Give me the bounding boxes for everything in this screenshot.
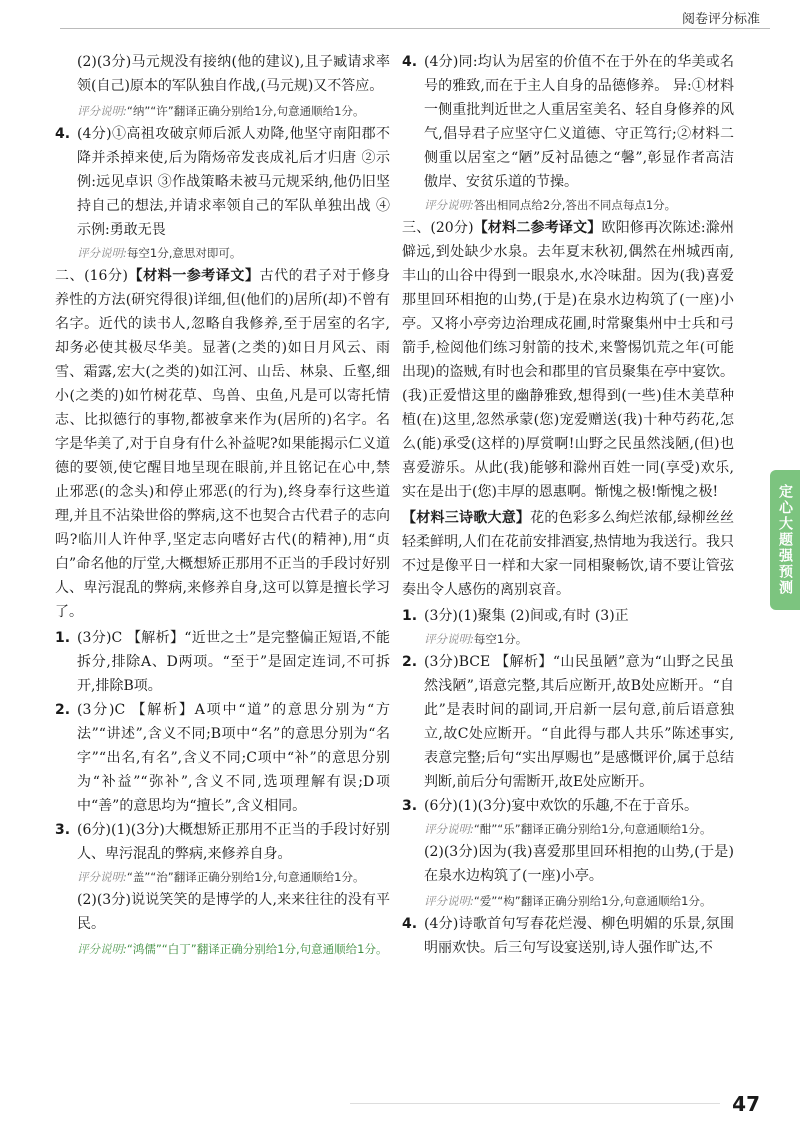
scoring-note — [55, 100, 390, 122]
poem-text: 花的色彩多么绚烂浓郁,绿柳丝丝轻柔鲜明,人们在花前安排酒宴,热情地为我送行。我只不过是像平日一样和大家一同相聚畅饮,请不要让管弦奏出令人感伤的离别哀音。 — [402, 510, 734, 598]
question-number: 2. — [402, 654, 418, 670]
question-number: 1. — [55, 630, 71, 646]
scoring-note — [402, 194, 734, 216]
left-column — [55, 50, 390, 960]
section-heading: 二、(16分) — [55, 268, 128, 284]
note-text: “酣”“乐”翻译正确分别给1分,句意通顺给1分。 — [473, 822, 712, 836]
question-number: 2. — [55, 702, 71, 718]
note-label: 评分说明: — [77, 104, 127, 118]
section-2-translation — [55, 264, 390, 624]
question-number: 4. — [55, 126, 71, 142]
note-text: 每空1分。 — [473, 632, 528, 646]
answer-4 — [55, 122, 390, 242]
section-tag: 【材料一参考译文】 — [127, 268, 260, 284]
note-text: “纳”“许”翻译正确分别给1分,句意通顺给1分。 — [126, 104, 365, 118]
answer-b1 — [402, 604, 734, 628]
answer-b4 — [402, 912, 734, 960]
answer-3 — [55, 818, 390, 866]
note-label: 评分说明: — [424, 198, 474, 212]
section-3-translation — [402, 216, 734, 504]
answer-text: (4分)①高祖攻破京师后派人劝降,他坚守南阳郡不降并杀掉来使,后为隋炀帝发丧成礼后才归唐 ②示例:远见卓识 ③作战策略未被马元规采纳,他仍旧坚持自己的想法,并请求率领自己的军队单独出战 ④示例:勇敢无畏 — [77, 126, 390, 238]
scoring-note — [402, 890, 734, 912]
note-text: “鸿儒”“白丁”翻译正确分别给1分,句意通顺给1分。 — [126, 942, 388, 956]
header-title: 阅卷评分标准 — [681, 12, 760, 27]
section-side-tab: 定心大题强预测 — [770, 470, 800, 610]
note-text: 答出相同点给2分,答出不同点每点1分。 — [473, 198, 677, 212]
answer-b2 — [402, 650, 734, 794]
note-text: “爱”“构”翻译正确分别给1分,句意通顺给1分。 — [473, 894, 712, 908]
answer-text: (3分)C 【解析】“近世之士”是完整偏正短语,不能拆分,排除A、D两项。“至于”是固定连词,不可拆开,排除B项。 — [77, 630, 390, 694]
translation-text: 欧阳修再次陈述:滁州僻远,到处缺少水泉。去年夏末秋初,偶然在州城西南,丰山的山谷中得到一眼泉水,水冷味甜。因为(我)喜爱那里回环相抱的山势,(于是)在泉水边构筑了(一座)小亭。又将小亭旁边治理成花圃,时常聚集州中士兵和弓箭手,检阅他们练习射箭的技术,来警惕饥荒之年(可能出现)的盗贼,有时也会和郡里的官员聚集在亭中宴饮。(我)正爱惜这里的幽静雅致,想得到(一些)佳木美草种植(在)这里,忽然承蒙(您)宠爱赠送(我)十种芍药花,怎么(能)承受(这样的)厚赏啊!山野之民虽然浅陋,(但)也喜爱游乐。从此(我)能够和滁州百姓一同(享受)欢乐,实在是出于(您)丰厚的恩惠啊。惭愧之极!惭愧之极! — [402, 220, 735, 500]
answer-3-2: (2)(3分)说说笑笑的是博学的人,来来往往的没有平民。 — [77, 892, 390, 932]
answer-b3-2: (2)(3分)因为(我)喜爱那里回环相抱的山势,(于是)在泉水边构筑了(一座)小亭。 — [424, 844, 734, 884]
note-text: “盖”“治”翻译正确分别给1分,句意通顺给1分。 — [126, 870, 365, 884]
answer-text: (6分)(1)(3分)大概想矫正那用不正当的手段讨好别人、卑污混乱的弊病,来修养自身。 — [77, 822, 390, 862]
question-number: 4. — [402, 54, 418, 70]
note-label: 评分说明: — [424, 822, 474, 836]
scoring-note — [402, 628, 734, 650]
answer-text: (4分)同:均认为居室的价值不在于外在的华美或名号的雅致,而在于主人自身的品德修养。 异:①材料一侧重批判近世之人重居室美名、轻自身修养的风气,倡导君子应坚守仁义道德、守正笃行;②材料二侧重以居室之“陋”反衬品德之“馨”,彰显作者高洁傲岸、安贫乐道的节操。 — [424, 54, 734, 190]
question-number: 4. — [402, 916, 418, 932]
answer-text: (3分)C 【解析】A项中“道”的意思分别为“方法”“讲述”,含义不同;B项中“名”的意思分别为“名字”“出名,有名”,含义不同;C项中“补”的意思分别为“补益”“弥补”,含义不同,选项理解有误;D项中“善”的意思均为“擅长”,含义相同。 — [77, 702, 390, 814]
section-heading: 三、(20分) — [402, 220, 474, 236]
note-label: 评分说明: — [424, 632, 474, 646]
question-number: 1. — [402, 608, 418, 624]
note-label: 评分说明: — [77, 870, 127, 884]
header-divider — [60, 28, 770, 29]
answer-2 — [55, 698, 390, 818]
answer-text: (6分)(1)(3分)宴中欢饮的乐趣,不在于音乐。 — [424, 798, 698, 814]
note-label: 评分说明: — [424, 894, 474, 908]
note-label: 评分说明: — [77, 246, 127, 260]
note-label: 评分说明: — [77, 942, 127, 956]
poem-meaning — [402, 506, 734, 602]
scoring-note — [55, 938, 390, 960]
answer-2-2: (2)(3分)马元规没有接纳(他的建议),且子臧请求率领(自己)原本的军队独自作战,(马元规)又不答应。 — [77, 54, 390, 94]
answer-text: (3分)(1)聚集 (2)间或,有时 (3)正 — [424, 608, 629, 624]
scoring-note — [402, 818, 734, 840]
answer-b3 — [402, 794, 734, 818]
note-text: 每空1分,意思对即可。 — [126, 246, 242, 260]
right-column — [402, 50, 734, 960]
answer-1 — [55, 626, 390, 698]
section-tag: 【材料二参考译文】 — [473, 220, 602, 236]
scoring-note — [55, 242, 390, 264]
answer-text: (4分)诗歌首句写春花烂漫、柳色明媚的乐景,氛围明丽欢快。后三句写设宴送别,诗人强作旷达,不 — [424, 916, 734, 956]
translation-text: 古代的君子对于修身养性的方法(研究得很)详细,但(他们的)居所(却)不曾有名字。近代的读书人,忽略自我修养,至于居室的名字,却务必使其极尽华美。显著(之类的)如日月风云、雨雪、霜露,宏大(之类的)如江河、山岳、林泉、丘壑,细小(之类的)如竹树花草、鸟兽、虫鱼,凡是可以寄托情志、比拟德行的事物,都被拿来作为(居所的)名字。名字是华美了,对于自身有什么补益呢?如果能揭示仁义道德的要领,使它醒目地呈现在眼前,并且铭记在心中,禁止邪恶(的念头)和停止邪恶(的行为),终身奉行这些道理,并且不沾染世俗的弊病,这不也契合古代君子的志向吗?临川人许仲孚,坚定志向嗜好古代(的精神),用“贞白”命名他的厅堂,大概想矫正那用不正当的手段讨好别人、卑污混乱的弊病,来修养自身,这可以算是擅长学习了。 — [55, 268, 391, 620]
answer-text: (3分)BCE 【解析】“山民虽陋”意为“山野之民虽然浅陋”,语意完整,其后应断开,故B处应断开。“自此”是表时间的副词,开启新一层句意,前后语意独立,故C处应断开。“自此得与郡人共乐”陈述事实,表意完整;后句“实出厚赐也”是感慨评价,属于总结判断,前后分句需断开,故E处应断开。 — [424, 654, 734, 790]
page-number: 47 — [732, 1092, 760, 1116]
scoring-note — [55, 866, 390, 888]
answer-r4 — [402, 50, 734, 194]
question-number: 3. — [402, 798, 418, 814]
section-tag: 【材料三诗歌大意】 — [402, 510, 531, 526]
footer-divider — [350, 1103, 720, 1104]
question-number: 3. — [55, 822, 71, 838]
